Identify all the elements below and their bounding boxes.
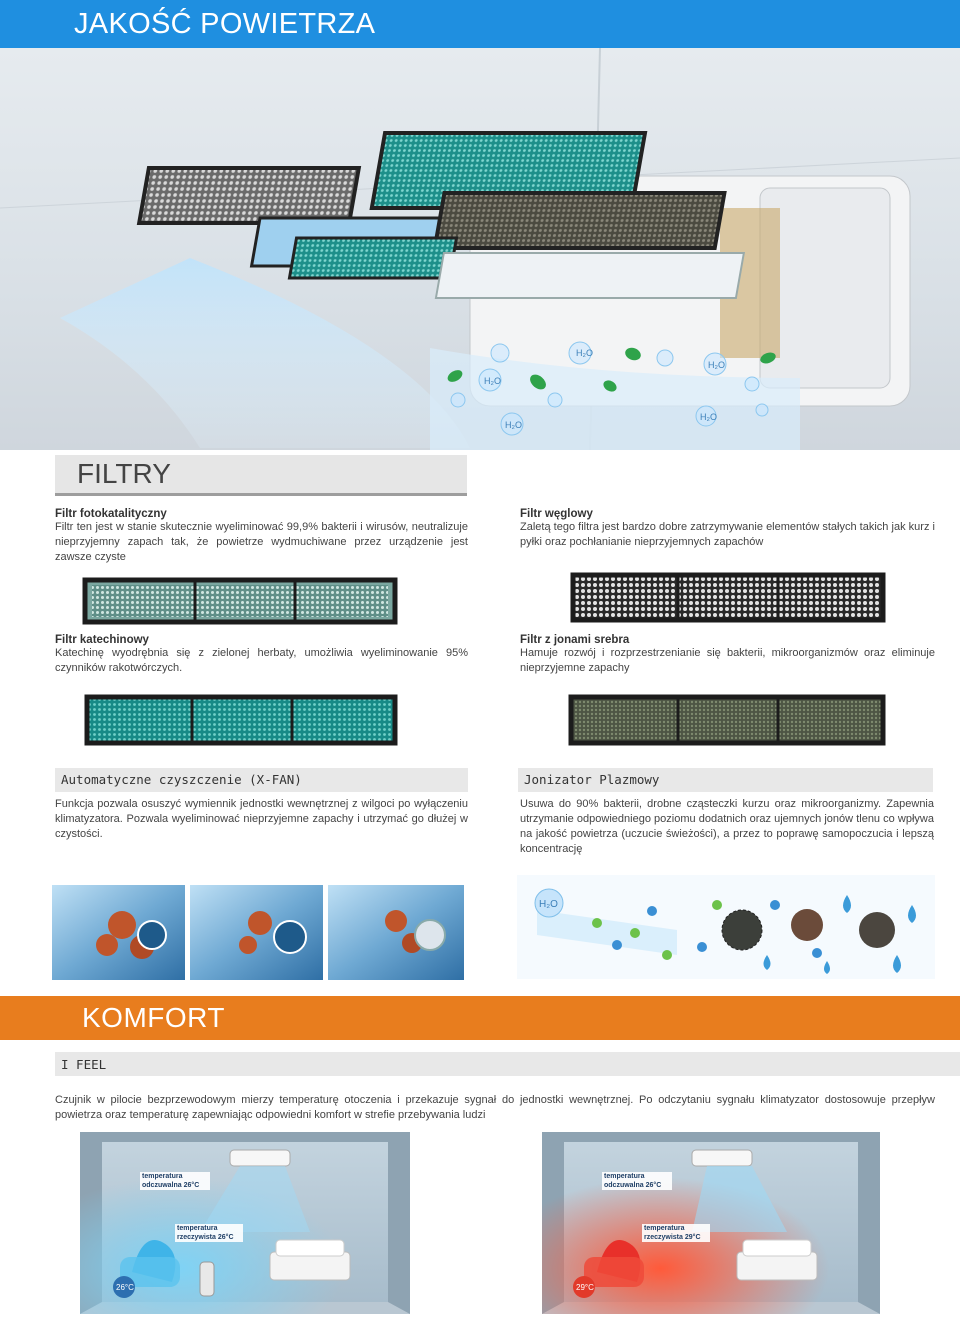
xfan-image-2 [190, 885, 323, 980]
svg-text:H₂O: H₂O [484, 376, 501, 386]
left-room [80, 1132, 410, 1314]
filter-text: Filtr ten jest w stanie skutecznie wyeliminować 99,9% bakterii i wirusów, neutralizuje nieprzyjemny zapach tak, że powietrze wydmuchiwane przez urządzenie jest zawsze czyste [55, 521, 468, 563]
komfort-title: KOMFORT [82, 1002, 225, 1033]
xfan-title: Automatyczne czyszczenie (X-FAN) [61, 772, 302, 787]
plasma-ion-image [517, 875, 935, 979]
ifeel-text: Czujnik w pilocie bezprzewodowym mierzy temperaturę otoczenia i przekazuje sygnał do jednostki wewnętrznej. Po odczytaniu sygnału klimatyzator dostosowuje przepływ powietrza oraz temperaturę zapewniając odpowiedni komfort w strefie przebywania ludzi [55, 1094, 935, 1121]
svg-text:temperatura: temperatura [604, 1173, 645, 1180]
carbon-filter-image [568, 570, 888, 625]
filter-title: Filtr katechinowy [55, 634, 149, 646]
svg-text:H₂O: H₂O [708, 360, 725, 370]
filtry-title: FILTRY [77, 458, 171, 489]
filter-title: Filtr węglowy [520, 508, 593, 520]
silver-ion-filter-image [566, 692, 888, 748]
right-room [542, 1132, 880, 1314]
svg-text:H₂O: H₂O [539, 899, 558, 910]
komfort-band [0, 996, 960, 1040]
plasma-title: Jonizator Plazmowy [524, 772, 660, 787]
svg-text:odczuwalna 26°C: odczuwalna 26°C [142, 1182, 200, 1189]
ifeel-title: I FEEL [61, 1057, 107, 1072]
xfan-image-3 [328, 885, 464, 980]
ifeel-header [55, 1052, 960, 1076]
svg-text:H₂O: H₂O [576, 348, 593, 358]
filters-illustration [0, 48, 960, 450]
svg-text:temperatura: temperatura [177, 1225, 218, 1232]
page-title: JAKOŚĆ POWIETRZA [74, 8, 376, 40]
xfan-header [55, 768, 468, 792]
svg-text:H₂O: H₂O [505, 420, 522, 430]
filter-carbon [520, 508, 935, 550]
svg-text:rzeczywista 26°C: rzeczywista 26°C [177, 1234, 234, 1241]
svg-text:temperatura: temperatura [142, 1173, 183, 1180]
filter-text: Katechinę wyodrębnia się z zielonej herbaty, umożliwia wyeliminowanie 95% czynników rakotwórczych. [55, 647, 468, 674]
catechin-filter-image [82, 692, 400, 748]
svg-text:29°C: 29°C [576, 1283, 594, 1292]
xfan-image-1 [52, 885, 185, 980]
header-band [0, 0, 960, 48]
xfan-text: Funkcja pozwala osuszyć wymiennik jednostki wewnętrznej z wilgoci po wyłączeniu klimatyzatora. Pozwala wyeliminować nieprzyjemne zapachy i utrzymać go dłużej w czystości. [55, 798, 468, 840]
ifeel-rooms-illustration [80, 1132, 880, 1314]
filter-title: Filtr z jonami srebra [520, 634, 630, 646]
plasma-header [518, 768, 933, 792]
filtry-section-header [55, 455, 467, 496]
svg-text:26°C: 26°C [116, 1283, 134, 1292]
hero-image [0, 48, 960, 450]
filter-text: Hamuje rozwój i rozprzestrzenianie się bakterii, mikroorganizmów oraz eliminuje nieprzyjemne zapachy [520, 647, 935, 674]
svg-text:H₂O: H₂O [700, 412, 717, 422]
filter-title: Filtr fotokatalityczny [55, 508, 167, 520]
filter-photocatalytic [55, 508, 468, 565]
filter-catechin [55, 634, 468, 676]
filter-text: Zaletą tego filtra jest bardzo dobre zatrzymywanie elementów stałych takich jak kurz i pyłki oraz pochłanianie nieprzyjemnych zapachów [520, 521, 935, 548]
svg-text:rzeczywista 29°C: rzeczywista 29°C [644, 1234, 701, 1241]
svg-text:temperatura: temperatura [644, 1225, 685, 1232]
filter-silver-ion [520, 634, 935, 676]
photocatalytic-filter-image [80, 575, 400, 627]
xfan-images [52, 885, 464, 980]
plasma-text: Usuwa do 90% bakterii, drobne cząsteczki kurzu oraz mikroorganizmy. Zapewnia utrzymanie odpowiedniego poziomu dodatnich oraz ujemnych jonów tlenu co wpływa na jakość powietrza (uczucie świeżości), a przez to poprawę samopoczucia i lepszą koncentrację [520, 798, 934, 855]
svg-text:odczuwalna 26°C: odczuwalna 26°C [604, 1182, 662, 1189]
